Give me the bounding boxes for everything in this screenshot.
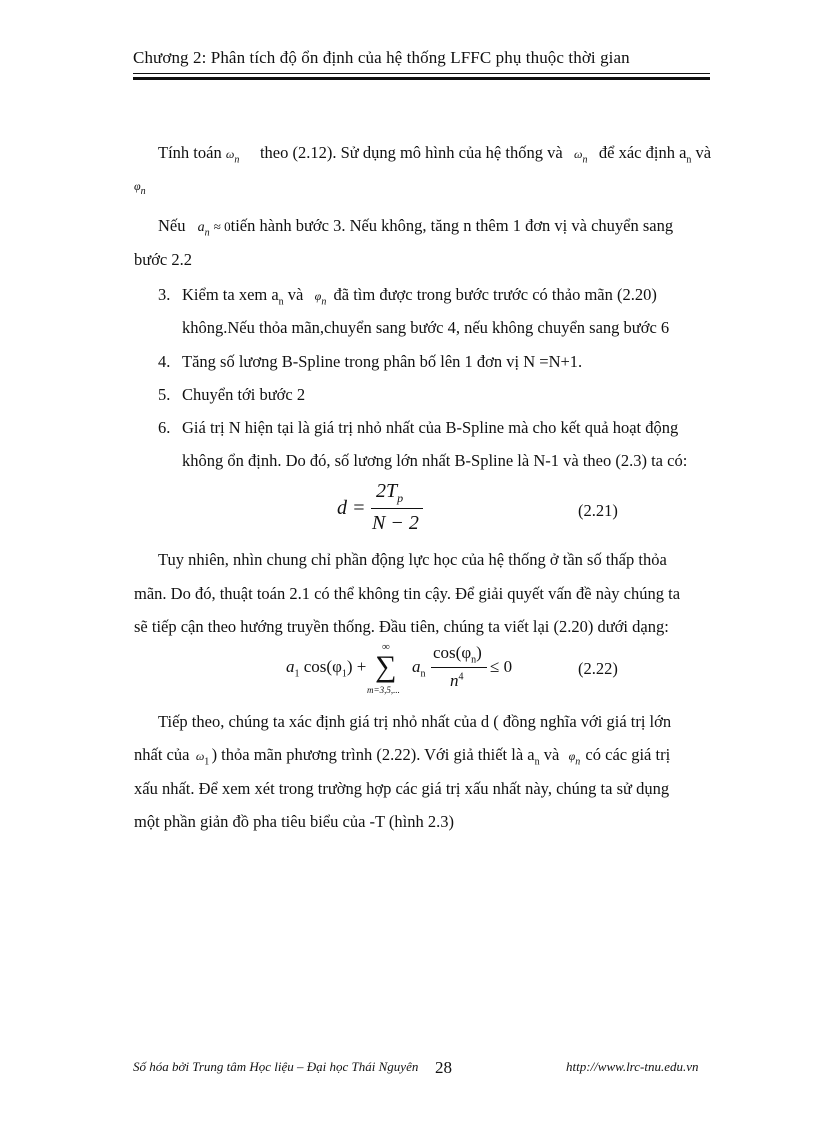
step-4-number: 4. [158,352,171,371]
text: tiến hành bước 3. Nếu không, tăng n thêm 1 đơn vị và chuyển sang [230,216,674,235]
phi: φ [314,289,322,303]
text: ) thỏa mãn phương trình (2.22). Với giả thiết là a [211,745,535,764]
text: cos(φ [433,643,472,662]
n-subscript: n [686,154,692,166]
a: a [412,657,421,676]
sub: 1 [294,668,300,680]
eq-221-fraction-bar [371,508,423,509]
footer-left: Số hóa bởi Trung tâm Học liệu – Đại học Thái Nguyên [133,1059,419,1074]
step-4-line-1: Tăng số lương B-Spline trong phân bố lên 1 đơn vị N =N+1. [182,352,583,371]
phi: φ [568,749,576,763]
text: đã tìm được trong bước trước có thảo mãn (2.20) [333,285,657,304]
text: ) [476,643,482,662]
n-subscript: n [575,756,581,768]
footer-url[interactable]: http://www.lrc-tnu.edu.vn [566,1059,699,1074]
n-subscript: n [140,186,146,198]
para-3-line-3: sẽ tiếp cận theo hướng truyền thống. Đầu tiên, chúng ta viết lại (2.20) dưới dạng: [134,617,669,636]
para-4-line-4: một phần giản đồ pha tiêu biểu của -T (hình 2.3) [134,812,454,831]
n-subscript: n [204,227,210,239]
eq-222-sum-sign: ∑ [375,650,397,683]
text: có các giá trị [585,745,671,764]
omega: ω [195,749,205,763]
n-subscript: n [582,154,588,166]
n-subscript: n [234,154,240,166]
eq-221-label: (2.21) [578,501,618,520]
eq-222-rhs: ≤ 0 [490,657,513,676]
page-header: Chương 2: Phân tích độ ổn định của hệ thống LFFC phụ thuộc thời gian [133,48,630,67]
sub: 1 [341,668,347,680]
phi-n-symbol [134,177,146,197]
para-2-line-1 [158,216,673,238]
eq-221-lhs: d = [337,497,366,519]
eq-222-label: (2.22) [578,659,618,678]
sub: n [471,654,477,666]
eq-222-first-term [286,657,366,679]
text: và [695,143,712,162]
eq-221-denominator: N − 2 [372,512,419,534]
a-symbol: a [197,220,205,235]
eq-222-numerator [433,643,482,665]
step-6-line-2: không ổn định. Do đó, số lương lớn nhất B-Spline là N-1 và theo (2.3) ta có: [182,451,688,470]
a1: a [286,657,295,676]
text: cos(φ [303,657,342,676]
para-2-line-2: bước 2.2 [134,250,192,269]
text: theo (2.12). Sử dụng mô hình của hệ thống và [259,143,563,162]
step-3-number: 3. [158,285,171,304]
para-3-line-2: mãn. Do đó, thuật toán 2.1 có thể không tin cậy. Để giải quyết vấn đề này chúng ta [134,584,681,603]
eq-222-an [412,657,426,679]
para-3-line-1: Tuy nhiên, nhìn chung chỉ phần động lực học của hệ thống ở tần số thấp thỏa [158,550,667,569]
step-5-line-1: Chuyển tới bước 2 [182,385,306,404]
para-4-line-3: xấu nhất. Để xem xét trong trường hợp các giá trị xấu nhất này, chúng ta sử dụng [134,779,670,798]
eq-222-denominator [450,671,464,691]
text: 2T [376,480,398,502]
omega-symbol: ω [574,147,583,161]
p-subscript: p [397,491,404,505]
text: và [287,285,304,304]
text: nhất của [134,745,190,764]
eq-222-fraction-bar [431,667,487,668]
eq-222-sum-top: ∞ [382,641,390,653]
text: Tính toán [158,143,222,162]
text: ) + [346,657,367,676]
approx-zero: ≈ 0 [213,219,231,234]
omega-symbol: ω [225,147,235,161]
footer-page-number: 28 [435,1058,452,1077]
para-1-line-1 [158,143,711,165]
step-6-line-1: Giá trị N hiện tại là giá trị nhỏ nhất của B-Spline mà cho kết quả hoạt động [182,418,679,437]
para-4-line-2 [134,745,670,767]
header-rule-thin [133,73,710,74]
text: và [543,745,560,764]
step-3-line-1 [182,285,657,307]
eq-222-sum-bottom: m=3,5,... [367,685,400,695]
n-subscript: n [321,296,327,308]
sub: n [420,668,426,680]
para-4-line-1: Tiếp theo, chúng ta xác định giá trị nhỏ nhất của d ( đồng nghĩa với giá trị lớn [158,712,672,731]
text: Kiểm ta xem a [182,285,279,304]
header-rule-thick [133,77,710,80]
step-5-number: 5. [158,385,171,404]
sub: 1 [204,756,210,768]
text: để xác định a [598,143,687,162]
n-subscript: n [278,296,284,308]
step-6-number: 6. [158,418,171,437]
n: n [450,671,459,690]
eq-221-numerator [376,480,403,506]
n-subscript: n [534,756,540,768]
text: Nếu [158,216,186,235]
sup: 4 [458,671,464,683]
phi: φ [134,179,141,193]
step-3-line-2: không.Nếu thỏa mãn,chuyển sang bước 4, nếu không chuyển sang bước 6 [182,318,670,337]
